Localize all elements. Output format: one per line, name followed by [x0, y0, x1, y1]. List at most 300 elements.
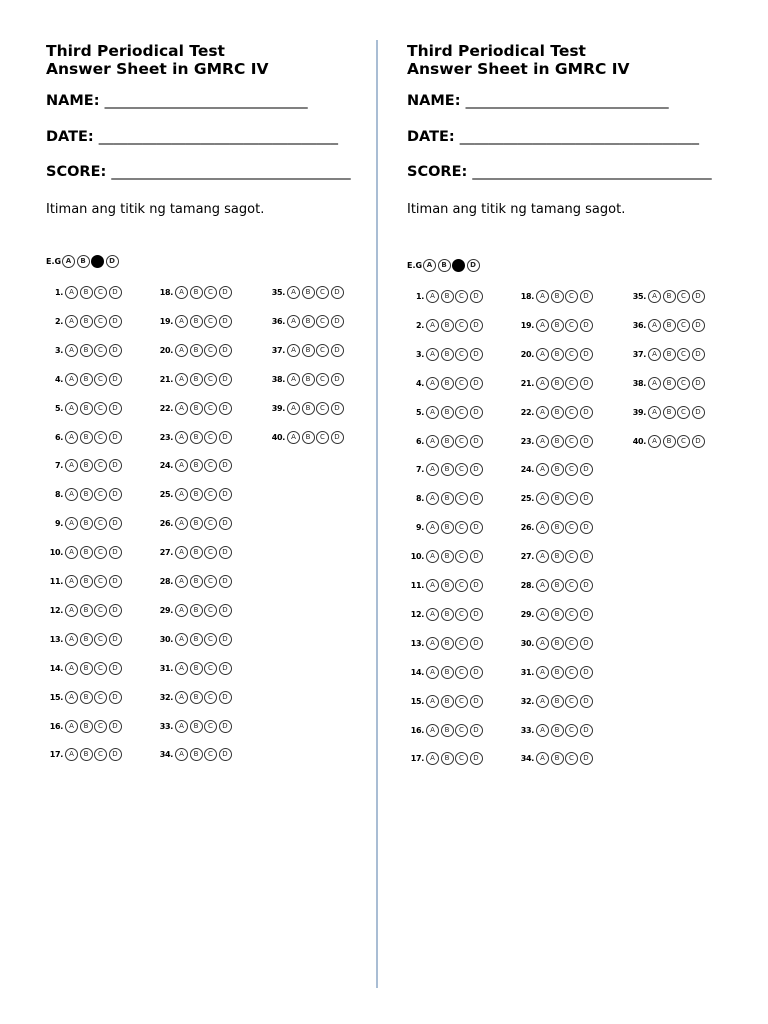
- answer-bubble-d[interactable]: D: [331, 402, 344, 415]
- answer-bubble-c[interactable]: C: [455, 666, 468, 679]
- date-field[interactable]: [407, 129, 699, 145]
- answer-bubble-a[interactable]: A: [648, 348, 661, 361]
- answer-bubble-a[interactable]: A: [175, 344, 188, 357]
- answer-bubble-b[interactable]: B: [190, 691, 203, 704]
- answer-bubble-d[interactable]: D: [219, 344, 232, 357]
- answer-bubble-c[interactable]: C: [565, 550, 578, 563]
- answer-bubble-b[interactable]: B: [302, 315, 315, 328]
- answer-bubble-d[interactable]: D: [219, 575, 232, 588]
- answer-bubble-c[interactable]: C: [204, 459, 217, 472]
- answer-bubble-a[interactable]: A: [287, 402, 300, 415]
- answer-bubble-b[interactable]: B: [441, 724, 454, 737]
- name-field[interactable]: [407, 93, 669, 109]
- answer-bubble-b[interactable]: B: [441, 377, 454, 390]
- answer-bubble-a[interactable]: A: [175, 633, 188, 646]
- answer-bubble-a[interactable]: A: [648, 406, 661, 419]
- answer-bubble-b[interactable]: B: [190, 748, 203, 761]
- answer-bubble-b[interactable]: B: [80, 748, 93, 761]
- answer-bubble-a[interactable]: A: [287, 286, 300, 299]
- answer-bubble-b[interactable]: B: [441, 319, 454, 332]
- answer-bubble-b[interactable]: B: [551, 463, 564, 476]
- answer-bubble-b[interactable]: B: [190, 402, 203, 415]
- answer-bubble-b[interactable]: B: [190, 633, 203, 646]
- answer-bubble-c[interactable]: C: [565, 666, 578, 679]
- answer-bubble-c[interactable]: C: [455, 550, 468, 563]
- answer-bubble-a[interactable]: A: [648, 290, 661, 303]
- answer-bubble-a[interactable]: A: [175, 402, 188, 415]
- answer-bubble-a[interactable]: A: [426, 752, 439, 765]
- answer-bubble-c[interactable]: C: [565, 319, 578, 332]
- answer-bubble-c[interactable]: C: [677, 406, 690, 419]
- answer-bubble-c[interactable]: C: [204, 575, 217, 588]
- answer-bubble-c[interactable]: C: [565, 406, 578, 419]
- answer-bubble-b[interactable]: B: [663, 319, 676, 332]
- answer-bubble-c[interactable]: C: [204, 315, 217, 328]
- answer-bubble-d[interactable]: D: [219, 488, 232, 501]
- answer-bubble-d[interactable]: D: [109, 373, 122, 386]
- answer-bubble-d[interactable]: D: [109, 604, 122, 617]
- answer-bubble-c[interactable]: C: [94, 546, 107, 559]
- answer-bubble-a[interactable]: A: [536, 319, 549, 332]
- answer-bubble-b[interactable]: B: [190, 373, 203, 386]
- answer-bubble-b[interactable]: B: [551, 666, 564, 679]
- answer-bubble-d[interactable]: D: [580, 377, 593, 390]
- answer-bubble-a[interactable]: A: [65, 575, 78, 588]
- answer-bubble-b[interactable]: B: [441, 637, 454, 650]
- answer-bubble-c[interactable]: C: [565, 463, 578, 476]
- answer-bubble-a[interactable]: A: [648, 377, 661, 390]
- answer-bubble-a[interactable]: A: [426, 319, 439, 332]
- answer-bubble-c[interactable]: C: [316, 373, 329, 386]
- answer-bubble-d[interactable]: D: [109, 402, 122, 415]
- answer-bubble-b[interactable]: B: [551, 319, 564, 332]
- answer-bubble-b[interactable]: B: [190, 546, 203, 559]
- answer-bubble-b[interactable]: B: [441, 695, 454, 708]
- answer-bubble-c[interactable]: C: [565, 348, 578, 361]
- answer-bubble-c[interactable]: C: [565, 637, 578, 650]
- answer-bubble-b[interactable]: B: [441, 521, 454, 534]
- answer-bubble-b[interactable]: B: [551, 724, 564, 737]
- answer-bubble-d[interactable]: D: [470, 521, 483, 534]
- answer-bubble-d[interactable]: D: [692, 290, 705, 303]
- answer-bubble-d[interactable]: D: [219, 720, 232, 733]
- answer-bubble-a[interactable]: A: [175, 575, 188, 588]
- answer-bubble-c[interactable]: C: [455, 319, 468, 332]
- answer-bubble-d[interactable]: D: [331, 286, 344, 299]
- answer-bubble-c[interactable]: C: [204, 431, 217, 444]
- answer-bubble-c[interactable]: C: [316, 315, 329, 328]
- answer-bubble-b[interactable]: B: [80, 431, 93, 444]
- answer-bubble-a[interactable]: A: [426, 348, 439, 361]
- answer-bubble-b[interactable]: B: [302, 373, 315, 386]
- answer-bubble-d[interactable]: D: [219, 431, 232, 444]
- answer-bubble-b[interactable]: B: [80, 373, 93, 386]
- answer-bubble-a[interactable]: A: [287, 431, 300, 444]
- answer-bubble-d[interactable]: D: [109, 662, 122, 675]
- answer-bubble-d[interactable]: D: [470, 579, 483, 592]
- answer-bubble-b[interactable]: B: [80, 604, 93, 617]
- answer-bubble-b[interactable]: B: [80, 575, 93, 588]
- answer-bubble-c[interactable]: C: [316, 402, 329, 415]
- answer-bubble-c[interactable]: C: [94, 748, 107, 761]
- answer-bubble-a[interactable]: A: [426, 666, 439, 679]
- answer-bubble-a[interactable]: A: [65, 546, 78, 559]
- answer-bubble-d[interactable]: D: [219, 748, 232, 761]
- answer-bubble-c[interactable]: C: [677, 319, 690, 332]
- answer-bubble-a[interactable]: A: [65, 286, 78, 299]
- answer-bubble-a[interactable]: A: [175, 720, 188, 733]
- answer-bubble-c[interactable]: C: [677, 377, 690, 390]
- answer-bubble-d[interactable]: D: [692, 406, 705, 419]
- answer-bubble-b[interactable]: B: [441, 550, 454, 563]
- answer-bubble-c[interactable]: C: [455, 637, 468, 650]
- answer-bubble-b[interactable]: B: [80, 315, 93, 328]
- answer-bubble-d[interactable]: D: [580, 290, 593, 303]
- answer-bubble-d[interactable]: D: [109, 315, 122, 328]
- answer-bubble-d[interactable]: D: [470, 752, 483, 765]
- answer-bubble-a[interactable]: A: [65, 431, 78, 444]
- answer-bubble-c[interactable]: C: [94, 459, 107, 472]
- answer-bubble-c[interactable]: C: [565, 579, 578, 592]
- answer-bubble-c[interactable]: C: [94, 315, 107, 328]
- answer-bubble-a[interactable]: A: [65, 633, 78, 646]
- answer-bubble-c[interactable]: C: [204, 344, 217, 357]
- answer-bubble-d[interactable]: D: [692, 435, 705, 448]
- answer-bubble-d[interactable]: D: [470, 492, 483, 505]
- answer-bubble-b[interactable]: B: [80, 286, 93, 299]
- score-field[interactable]: [46, 164, 351, 180]
- answer-bubble-d[interactable]: D: [470, 463, 483, 476]
- answer-bubble-c[interactable]: C: [455, 608, 468, 621]
- answer-bubble-d[interactable]: D: [470, 377, 483, 390]
- name-field[interactable]: [46, 93, 308, 109]
- answer-bubble-a[interactable]: A: [536, 637, 549, 650]
- answer-bubble-a[interactable]: A: [536, 463, 549, 476]
- answer-bubble-a[interactable]: A: [426, 608, 439, 621]
- answer-bubble-c[interactable]: C: [455, 579, 468, 592]
- answer-bubble-c[interactable]: C: [455, 290, 468, 303]
- answer-bubble-b[interactable]: B: [441, 666, 454, 679]
- answer-bubble-a[interactable]: A: [65, 344, 78, 357]
- answer-bubble-d[interactable]: D: [331, 373, 344, 386]
- answer-bubble-c[interactable]: C: [455, 463, 468, 476]
- answer-bubble-c[interactable]: C: [204, 662, 217, 675]
- answer-bubble-d[interactable]: D: [580, 463, 593, 476]
- answer-bubble-b[interactable]: B: [190, 344, 203, 357]
- answer-bubble-c[interactable]: C: [316, 431, 329, 444]
- answer-bubble-c[interactable]: C: [565, 435, 578, 448]
- answer-bubble-c[interactable]: C: [565, 724, 578, 737]
- answer-bubble-c[interactable]: C: [94, 373, 107, 386]
- answer-bubble-a[interactable]: A: [175, 459, 188, 472]
- answer-bubble-a[interactable]: A: [536, 550, 549, 563]
- answer-bubble-b[interactable]: B: [551, 377, 564, 390]
- answer-bubble-c[interactable]: C: [565, 752, 578, 765]
- answer-bubble-b[interactable]: B: [551, 492, 564, 505]
- answer-bubble-a[interactable]: A: [426, 435, 439, 448]
- answer-bubble-a[interactable]: A: [426, 406, 439, 419]
- answer-bubble-d[interactable]: D: [580, 608, 593, 621]
- answer-bubble-d[interactable]: D: [580, 666, 593, 679]
- answer-bubble-c[interactable]: C: [204, 402, 217, 415]
- answer-bubble-c[interactable]: C: [565, 521, 578, 534]
- answer-bubble-b[interactable]: B: [80, 459, 93, 472]
- answer-bubble-b[interactable]: B: [441, 608, 454, 621]
- answer-bubble-a[interactable]: A: [536, 492, 549, 505]
- answer-bubble-a[interactable]: A: [65, 459, 78, 472]
- answer-bubble-b[interactable]: B: [551, 435, 564, 448]
- answer-bubble-b[interactable]: B: [80, 720, 93, 733]
- answer-bubble-c[interactable]: C: [565, 377, 578, 390]
- answer-bubble-a[interactable]: A: [175, 315, 188, 328]
- answer-bubble-a[interactable]: A: [536, 724, 549, 737]
- answer-bubble-b[interactable]: B: [441, 290, 454, 303]
- answer-bubble-d[interactable]: D: [109, 720, 122, 733]
- answer-bubble-a[interactable]: A: [426, 579, 439, 592]
- answer-bubble-b[interactable]: B: [441, 752, 454, 765]
- answer-bubble-d[interactable]: D: [109, 575, 122, 588]
- answer-bubble-a[interactable]: A: [426, 521, 439, 534]
- answer-bubble-d[interactable]: D: [219, 402, 232, 415]
- answer-bubble-c[interactable]: C: [565, 608, 578, 621]
- answer-bubble-c[interactable]: C: [94, 344, 107, 357]
- answer-bubble-b[interactable]: B: [190, 575, 203, 588]
- answer-bubble-a[interactable]: A: [65, 748, 78, 761]
- answer-bubble-a[interactable]: A: [426, 695, 439, 708]
- answer-bubble-a[interactable]: A: [65, 604, 78, 617]
- answer-bubble-a[interactable]: A: [536, 608, 549, 621]
- answer-bubble-d[interactable]: D: [470, 666, 483, 679]
- answer-bubble-d[interactable]: D: [580, 319, 593, 332]
- answer-bubble-d[interactable]: D: [219, 286, 232, 299]
- answer-bubble-b[interactable]: B: [80, 402, 93, 415]
- answer-bubble-d[interactable]: D: [580, 637, 593, 650]
- answer-bubble-b[interactable]: B: [441, 406, 454, 419]
- answer-bubble-c[interactable]: C: [204, 286, 217, 299]
- answer-bubble-a[interactable]: A: [65, 402, 78, 415]
- answer-bubble-d[interactable]: D: [470, 695, 483, 708]
- answer-bubble-d[interactable]: D: [580, 752, 593, 765]
- answer-bubble-b[interactable]: B: [302, 344, 315, 357]
- answer-bubble-b[interactable]: B: [302, 431, 315, 444]
- answer-bubble-b[interactable]: B: [302, 402, 315, 415]
- answer-bubble-c[interactable]: C: [94, 604, 107, 617]
- answer-bubble-b[interactable]: B: [551, 550, 564, 563]
- answer-bubble-c[interactable]: C: [94, 488, 107, 501]
- answer-bubble-d[interactable]: D: [331, 344, 344, 357]
- answer-bubble-c[interactable]: C: [204, 604, 217, 617]
- answer-bubble-a[interactable]: A: [175, 691, 188, 704]
- answer-bubble-c[interactable]: C: [455, 724, 468, 737]
- answer-bubble-c[interactable]: C: [455, 521, 468, 534]
- answer-bubble-c[interactable]: C: [94, 720, 107, 733]
- answer-bubble-c[interactable]: C: [677, 435, 690, 448]
- answer-bubble-c[interactable]: C: [455, 695, 468, 708]
- answer-bubble-d[interactable]: D: [470, 608, 483, 621]
- answer-bubble-a[interactable]: A: [536, 752, 549, 765]
- answer-bubble-b[interactable]: B: [551, 406, 564, 419]
- answer-bubble-c[interactable]: C: [204, 748, 217, 761]
- answer-bubble-d[interactable]: D: [470, 290, 483, 303]
- answer-bubble-a[interactable]: A: [175, 286, 188, 299]
- answer-bubble-a[interactable]: A: [536, 579, 549, 592]
- answer-bubble-a[interactable]: A: [536, 521, 549, 534]
- answer-bubble-d[interactable]: D: [580, 724, 593, 737]
- answer-bubble-d[interactable]: D: [109, 546, 122, 559]
- answer-bubble-a[interactable]: A: [175, 373, 188, 386]
- answer-bubble-d[interactable]: D: [109, 431, 122, 444]
- answer-bubble-b[interactable]: B: [80, 344, 93, 357]
- answer-bubble-b[interactable]: B: [551, 608, 564, 621]
- answer-bubble-c[interactable]: C: [455, 377, 468, 390]
- answer-bubble-d[interactable]: D: [470, 406, 483, 419]
- answer-bubble-d[interactable]: D: [331, 315, 344, 328]
- answer-bubble-a[interactable]: A: [648, 319, 661, 332]
- answer-bubble-c[interactable]: C: [565, 492, 578, 505]
- answer-bubble-b[interactable]: B: [190, 662, 203, 675]
- answer-bubble-c[interactable]: C: [204, 546, 217, 559]
- answer-bubble-a[interactable]: A: [536, 666, 549, 679]
- answer-bubble-c[interactable]: C: [94, 633, 107, 646]
- answer-bubble-d[interactable]: D: [109, 691, 122, 704]
- answer-bubble-a[interactable]: A: [287, 315, 300, 328]
- answer-bubble-d[interactable]: D: [692, 348, 705, 361]
- answer-bubble-b[interactable]: B: [551, 637, 564, 650]
- answer-bubble-b[interactable]: B: [551, 521, 564, 534]
- answer-bubble-d[interactable]: D: [219, 315, 232, 328]
- answer-bubble-a[interactable]: A: [287, 344, 300, 357]
- answer-bubble-a[interactable]: A: [65, 517, 78, 530]
- answer-bubble-b[interactable]: B: [80, 546, 93, 559]
- answer-bubble-c[interactable]: C: [204, 633, 217, 646]
- answer-bubble-a[interactable]: A: [175, 488, 188, 501]
- answer-bubble-d[interactable]: D: [219, 633, 232, 646]
- answer-bubble-c[interactable]: C: [677, 290, 690, 303]
- answer-bubble-d[interactable]: D: [692, 319, 705, 332]
- answer-bubble-c[interactable]: C: [204, 488, 217, 501]
- answer-bubble-c[interactable]: C: [94, 402, 107, 415]
- answer-bubble-c[interactable]: C: [94, 691, 107, 704]
- answer-bubble-b[interactable]: B: [441, 463, 454, 476]
- answer-bubble-b[interactable]: B: [663, 290, 676, 303]
- answer-bubble-d[interactable]: D: [580, 521, 593, 534]
- answer-bubble-b[interactable]: B: [551, 579, 564, 592]
- answer-bubble-c[interactable]: C: [204, 720, 217, 733]
- answer-bubble-c[interactable]: C: [455, 752, 468, 765]
- answer-bubble-a[interactable]: A: [65, 488, 78, 501]
- answer-bubble-a[interactable]: A: [536, 348, 549, 361]
- answer-bubble-c[interactable]: C: [204, 373, 217, 386]
- answer-bubble-a[interactable]: A: [426, 550, 439, 563]
- answer-bubble-b[interactable]: B: [551, 695, 564, 708]
- answer-bubble-a[interactable]: A: [65, 720, 78, 733]
- answer-bubble-c[interactable]: C: [94, 575, 107, 588]
- answer-bubble-c[interactable]: C: [565, 290, 578, 303]
- answer-bubble-b[interactable]: B: [441, 492, 454, 505]
- answer-bubble-d[interactable]: D: [580, 348, 593, 361]
- answer-bubble-d[interactable]: D: [580, 550, 593, 563]
- answer-bubble-d[interactable]: D: [109, 488, 122, 501]
- answer-bubble-b[interactable]: B: [551, 752, 564, 765]
- answer-bubble-d[interactable]: D: [580, 492, 593, 505]
- answer-bubble-b[interactable]: B: [441, 435, 454, 448]
- answer-bubble-a[interactable]: A: [536, 695, 549, 708]
- answer-bubble-d[interactable]: D: [109, 286, 122, 299]
- answer-bubble-d[interactable]: D: [109, 517, 122, 530]
- answer-bubble-a[interactable]: A: [536, 406, 549, 419]
- answer-bubble-d[interactable]: D: [580, 406, 593, 419]
- answer-bubble-a[interactable]: A: [536, 290, 549, 303]
- answer-bubble-d[interactable]: D: [470, 637, 483, 650]
- answer-bubble-a[interactable]: A: [65, 691, 78, 704]
- answer-bubble-a[interactable]: A: [175, 517, 188, 530]
- answer-bubble-c[interactable]: C: [316, 286, 329, 299]
- answer-bubble-b[interactable]: B: [663, 435, 676, 448]
- answer-bubble-c[interactable]: C: [204, 691, 217, 704]
- answer-bubble-a[interactable]: A: [175, 546, 188, 559]
- answer-bubble-d[interactable]: D: [219, 691, 232, 704]
- answer-bubble-b[interactable]: B: [190, 604, 203, 617]
- answer-bubble-d[interactable]: D: [331, 431, 344, 444]
- answer-bubble-d[interactable]: D: [109, 633, 122, 646]
- answer-bubble-d[interactable]: D: [219, 604, 232, 617]
- answer-bubble-a[interactable]: A: [65, 315, 78, 328]
- answer-bubble-a[interactable]: A: [287, 373, 300, 386]
- answer-bubble-d[interactable]: D: [219, 662, 232, 675]
- answer-bubble-d[interactable]: D: [580, 695, 593, 708]
- answer-bubble-a[interactable]: A: [426, 724, 439, 737]
- answer-bubble-d[interactable]: D: [580, 579, 593, 592]
- answer-bubble-b[interactable]: B: [80, 488, 93, 501]
- answer-bubble-b[interactable]: B: [80, 633, 93, 646]
- answer-bubble-b[interactable]: B: [441, 579, 454, 592]
- answer-bubble-a[interactable]: A: [175, 662, 188, 675]
- answer-bubble-d[interactable]: D: [470, 319, 483, 332]
- answer-bubble-a[interactable]: A: [65, 373, 78, 386]
- answer-bubble-d[interactable]: D: [109, 459, 122, 472]
- answer-bubble-b[interactable]: B: [663, 377, 676, 390]
- answer-bubble-a[interactable]: A: [536, 435, 549, 448]
- answer-bubble-c[interactable]: C: [94, 431, 107, 444]
- answer-bubble-b[interactable]: B: [190, 431, 203, 444]
- answer-bubble-d[interactable]: D: [470, 348, 483, 361]
- score-field[interactable]: [407, 164, 712, 180]
- answer-bubble-a[interactable]: A: [426, 463, 439, 476]
- answer-bubble-d[interactable]: D: [470, 435, 483, 448]
- answer-bubble-b[interactable]: B: [663, 348, 676, 361]
- answer-bubble-a[interactable]: A: [426, 290, 439, 303]
- date-field[interactable]: [46, 129, 338, 145]
- answer-bubble-d[interactable]: D: [219, 546, 232, 559]
- answer-bubble-b[interactable]: B: [190, 488, 203, 501]
- answer-bubble-c[interactable]: C: [565, 695, 578, 708]
- answer-bubble-b[interactable]: B: [190, 720, 203, 733]
- answer-bubble-b[interactable]: B: [551, 348, 564, 361]
- answer-bubble-c[interactable]: C: [455, 348, 468, 361]
- answer-bubble-d[interactable]: D: [219, 459, 232, 472]
- answer-bubble-c[interactable]: C: [94, 662, 107, 675]
- answer-bubble-c[interactable]: C: [455, 406, 468, 419]
- answer-bubble-a[interactable]: A: [175, 748, 188, 761]
- answer-bubble-b[interactable]: B: [190, 459, 203, 472]
- answer-bubble-a[interactable]: A: [65, 662, 78, 675]
- answer-bubble-d[interactable]: D: [470, 550, 483, 563]
- answer-bubble-c[interactable]: C: [455, 492, 468, 505]
- answer-bubble-a[interactable]: A: [426, 492, 439, 505]
- answer-bubble-d[interactable]: D: [580, 435, 593, 448]
- answer-bubble-c[interactable]: C: [455, 435, 468, 448]
- answer-bubble-a[interactable]: A: [175, 604, 188, 617]
